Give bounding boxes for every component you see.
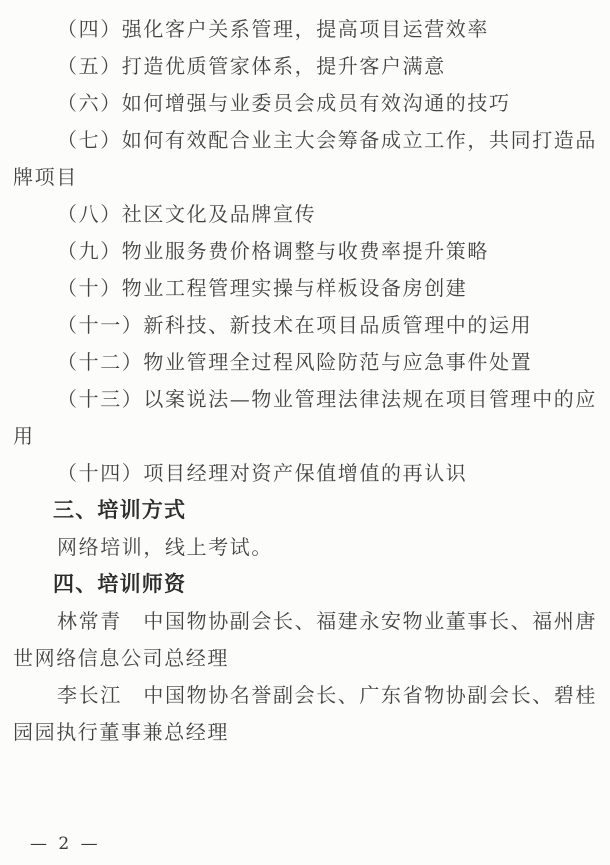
- section-heading: 三、培训方式: [53, 499, 187, 522]
- paragraph: 李长江 中国物协名誉副会长、广东省物协副会长、碧桂园园执行董事兼总经理: [13, 683, 597, 744]
- paragraph: 网络培训，线上考试。: [57, 535, 273, 559]
- list-item: （五）打造优质管家体系，提升客户满意: [57, 54, 446, 78]
- list-item: （十三）以案说法—物业管理法律法规在项目管理中的应用: [13, 387, 597, 448]
- list-item: （六）如何增强与业委员会成员有效沟通的技巧: [57, 91, 511, 115]
- list-item: （十二）物业管理全过程风险防范与应急事件处置: [57, 350, 533, 374]
- list-item: （四）强化客户关系管理，提高项目运营效率: [57, 17, 489, 41]
- list-item: （十一）新科技、新技术在项目品质管理中的运用: [57, 313, 533, 337]
- list-item: （十）物业工程管理实操与样板设备房创建: [57, 276, 468, 300]
- section-heading: 四、培训师资: [53, 573, 187, 596]
- list-item: （九）物业服务费价格调整与收费率提升策略: [57, 239, 489, 263]
- document-body: [13, 11, 597, 751]
- paragraph: 林常青 中国物协副会长、福建永安物业董事长、福州唐世网络信息公司总经理: [13, 609, 597, 670]
- list-item: （十四）项目经理对资产保值增值的再认识: [57, 461, 468, 485]
- page-number: — 2 —: [30, 834, 101, 854]
- list-item: （七）如何有效配合业主大会筹备成立工作，共同打造品牌项目: [13, 128, 597, 189]
- list-item: （八）社区文化及品牌宣传: [57, 202, 317, 226]
